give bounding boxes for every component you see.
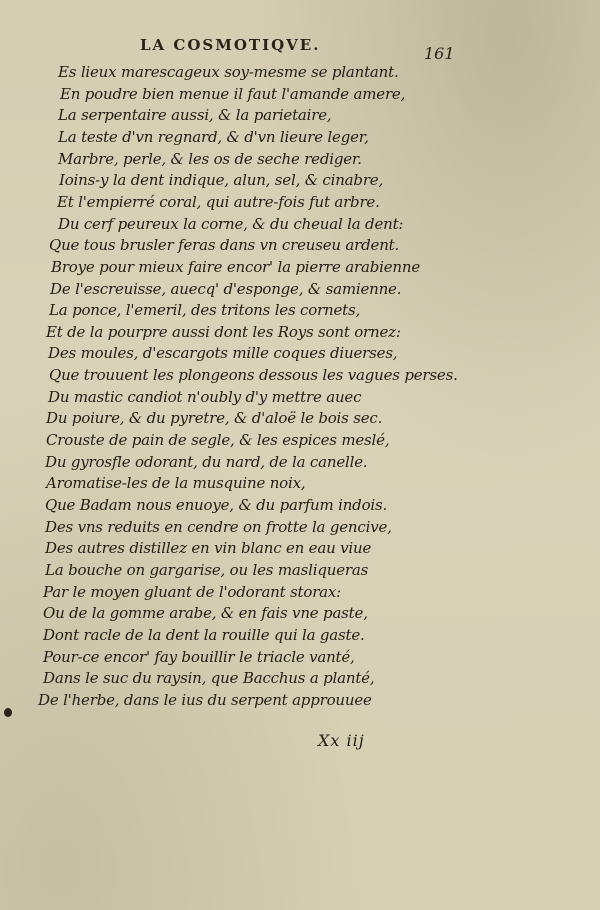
ink-spot: [4, 708, 12, 717]
verse-line: Es lieux marescageux soy-mesme se plantant.: [58, 63, 399, 81]
verse-line: De l'herbe, dans le ius du serpent approuuee: [38, 690, 372, 709]
verse-line: Du cerf peureux la corne, & du cheual la dent:: [58, 214, 404, 233]
verse-line: Pour-ce encor' fay bouillir le triacle vanté,: [43, 647, 355, 666]
verse-line: Ioins-y la dent indique, alun, sel, & cinabre,: [59, 171, 384, 190]
verse-line: Que trouuent les plongeons dessous les vagues perses.: [49, 366, 458, 385]
verse-line: Du gyrosfle odorant, du nard, de la canelle.: [45, 452, 368, 471]
verse-line: La bouche on gargarise, ou les masliqueras: [45, 560, 369, 579]
verse-line: Et de la pourpre aussi dont les Roys sont ornez:: [46, 322, 401, 341]
verse-line: Et l'empierré coral, qui autre-fois fut arbre.: [57, 192, 380, 211]
signature-mark: Xx iij: [318, 731, 365, 750]
verse-line: Dans le suc du raysin, que Bacchus a planté,: [43, 669, 375, 688]
verse-line: La ponce, l'emeril, des tritons les cornets,: [49, 301, 361, 320]
verse-line: Par le moyen gluant de l'odorant storax:: [43, 582, 342, 601]
verse-line: Des vns reduits en cendre on frotte la gencive,: [45, 517, 392, 536]
verse-line: Aromatise-les de la musquine noix,: [46, 474, 306, 493]
running-head: LA COSMOTIQVE.: [140, 36, 321, 54]
verse-line: Ou de la gomme arabe, & en fais vne paste,: [43, 604, 368, 623]
verse-line: Marbre, perle, & les os de seche rediger.: [58, 149, 362, 168]
verse-line: Des moules, d'escargots mille coques diuerses,: [48, 344, 398, 363]
page-number: 161: [424, 44, 455, 63]
verse-line: Broye pour mieux faire encor' la pierre arabienne: [51, 257, 421, 276]
verse-line: Du poiure, & du pyretre, & d'aloë le bois sec.: [46, 409, 383, 428]
verse-line: La teste d'vn regnard, & d'vn lieure leger,: [58, 127, 369, 146]
verse-line: De l'escreuisse, auecq' d'esponge, & samienne.: [50, 279, 402, 298]
verse-line: Des autres distillez en vin blanc en eau viue: [45, 539, 372, 558]
verse-line: Dont racle de la dent la rouille qui la gaste.: [43, 625, 365, 644]
verse-line: Crouste de pain de segle, & les espices meslé,: [46, 431, 390, 450]
verse-line: Du mastic candiot n'oubly d'y mettre auec: [48, 387, 362, 406]
verse-line: En poudre bien menue il faut l'amande amere,: [60, 84, 406, 103]
verse-line: La serpentaire aussi, & la parietaire,: [58, 106, 332, 125]
verse-line: Que Badam nous enuoye, & du parfum indois.: [45, 496, 388, 514]
verse-line: Que tous brusler feras dans vn creuseu ardent.: [49, 236, 400, 255]
